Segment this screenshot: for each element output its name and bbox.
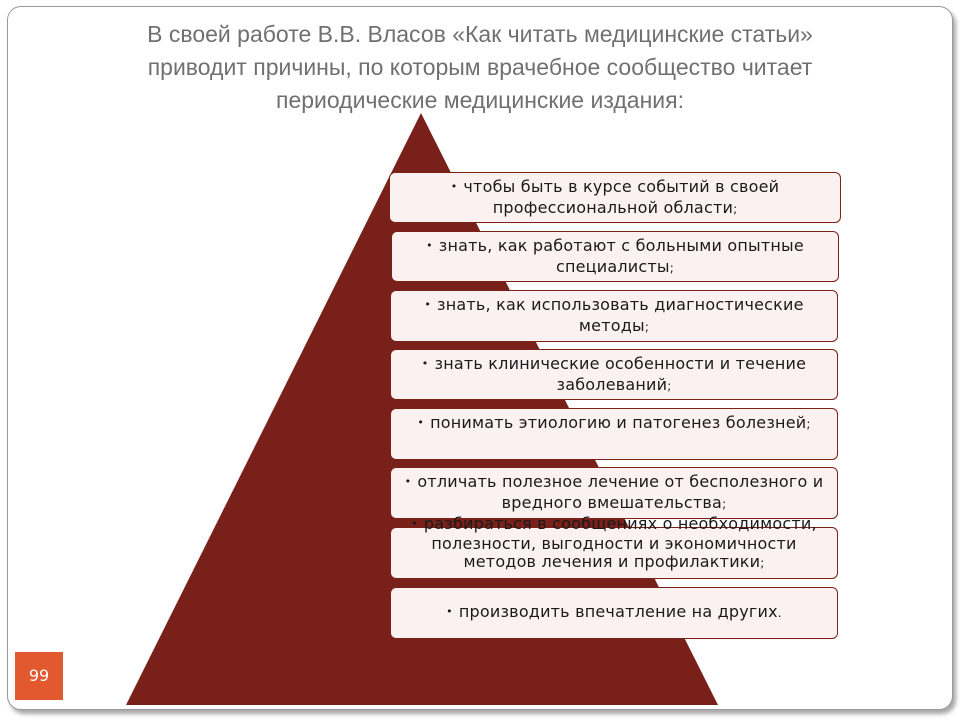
reason-punct: . bbox=[777, 606, 782, 620]
reason-punct: ; bbox=[669, 261, 675, 275]
bullet-icon: • bbox=[450, 180, 458, 193]
reason-item-4 bbox=[390, 349, 838, 400]
reason-punct: ; bbox=[733, 202, 738, 216]
reason-item-1 bbox=[389, 172, 841, 223]
reason-text: знать, как использовать диагностические методы bbox=[437, 295, 804, 335]
bullet-icon: • bbox=[404, 475, 412, 488]
reason-punct: ; bbox=[644, 320, 650, 334]
reason-text: производить впечатление на других bbox=[458, 602, 778, 621]
page-number-badge: 99 bbox=[15, 652, 63, 700]
reason-item-2 bbox=[391, 231, 839, 282]
bullet-icon: • bbox=[446, 605, 453, 618]
reason-item-6 bbox=[390, 467, 838, 519]
reason-text: знать клинические особенности и течение заболеваний bbox=[434, 354, 807, 394]
reason-item-3 bbox=[390, 290, 838, 342]
reason-item-7 bbox=[390, 514, 838, 579]
reason-text: понимать этиологию и патогенез болезней bbox=[430, 413, 807, 432]
reason-punct: ; bbox=[760, 556, 765, 570]
reason-punct: ; bbox=[722, 497, 727, 511]
bullet-icon: • bbox=[424, 298, 432, 311]
slide-title: В своей работе В.В. Власов «Как читать медицинские статьи» приводит причины, по которым врачебное сообщество читает периодические медицинские издания: bbox=[147, 21, 813, 113]
reason-punct: ; bbox=[806, 417, 811, 431]
reason-punct: ; bbox=[667, 379, 672, 393]
reason-item-5 bbox=[390, 408, 838, 460]
bullet-icon: • bbox=[417, 416, 425, 429]
reason-text: отличать полезное лечение от бесполезного и вредного вмешательства bbox=[417, 472, 824, 512]
reason-text: знать, как работают с больными опытные специалисты bbox=[438, 236, 804, 276]
bullet-icon: • bbox=[421, 357, 429, 370]
reason-item-8 bbox=[390, 587, 838, 639]
reason-text: разбираться в сообщениях о необходимости, полезности, выгодности и экономичности методов лечения и профилактики bbox=[423, 514, 817, 571]
reason-text: чтобы быть в курсе событий в своей профессиональной области bbox=[463, 177, 780, 217]
bullet-icon: • bbox=[426, 239, 433, 252]
bullet-icon: • bbox=[411, 517, 418, 530]
